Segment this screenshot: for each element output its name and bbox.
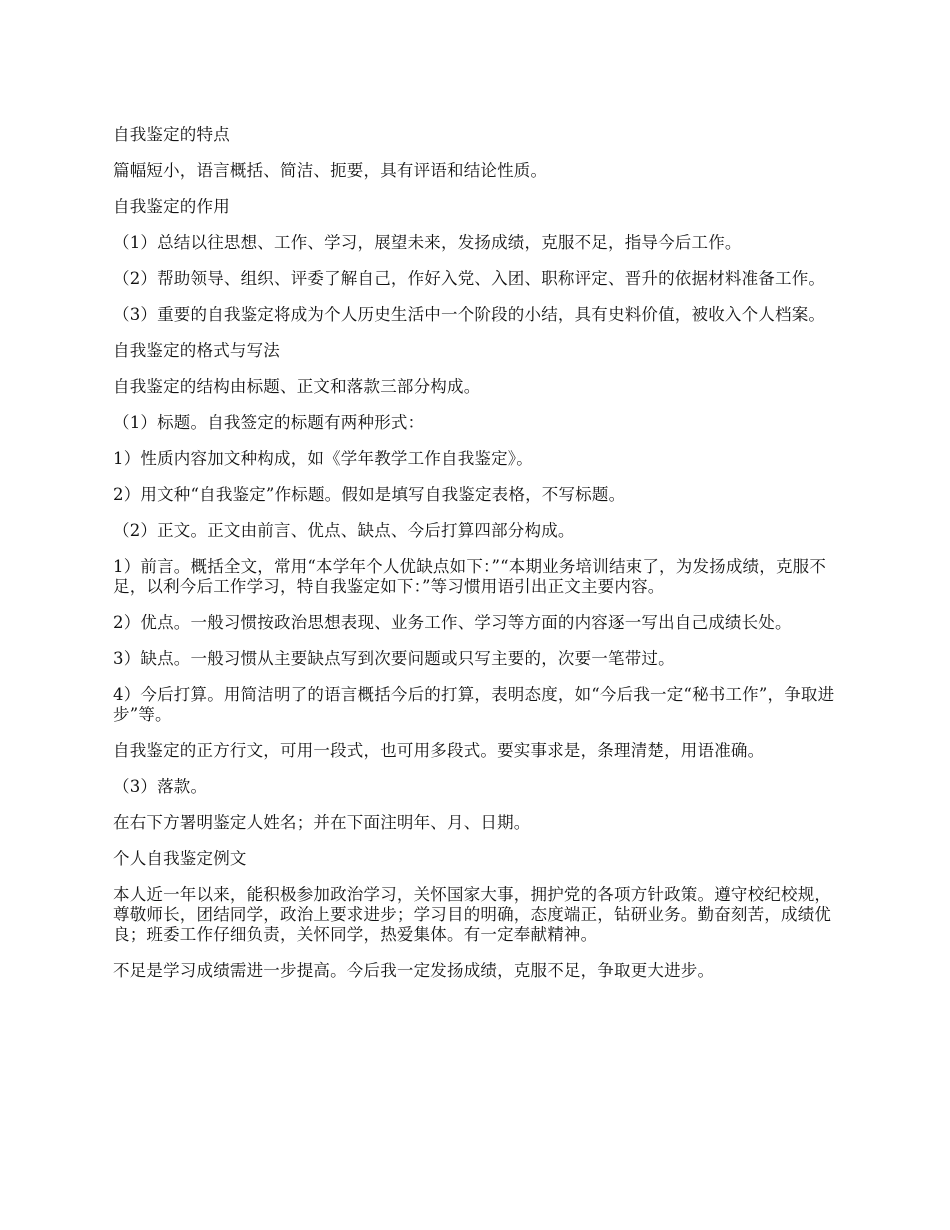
paragraph: 3）缺点。一般习惯从主要缺点写到次要问题或只写主要的，次要一笔带过。 [113, 649, 675, 668]
paragraph: （2）帮助领导、组织、评委了解自己，作好入党、入团、职称评定、晋升的依据材料准备工作。 [113, 269, 826, 288]
heading-example: 个人自我鉴定例文 [113, 849, 247, 868]
heading-functions: 自我鉴定的作用 [113, 197, 230, 216]
paragraph: （3）重要的自我鉴定将成为个人历史生活中一个阶段的小结，具有史料价值，被收入个人档案。 [113, 305, 826, 324]
paragraph: 不足是学习成绩需进一步提高。今后我一定发扬成绩，克服不足，争取更大进步。 [113, 961, 715, 980]
paragraph: 1）性质内容加文种构成，如《学年教学工作自我鉴定》。 [113, 449, 533, 468]
heading-format: 自我鉴定的格式与写法 [113, 341, 280, 360]
paragraph: 在右下方署明鉴定人姓名；并在下面注明年、月、日期。 [113, 813, 531, 832]
paragraph: （2）正文。正文由前言、优点、缺点、今后打算四部分构成。 [113, 521, 575, 540]
paragraph: 本人近一年以来，能积极参加政治学习，关怀国家大事，拥护党的各项方针政策。遵守校纪校规，尊敬师长，团结同学，政治上要求进步；学习目的明确，态度端正，钻研业务。勤奋刻苦，成绩优良；班委工作仔细负责，关怀同学，热爱集体。有一定奉献精神。 [113, 885, 832, 944]
document-body [113, 125, 843, 997]
paragraph: 自我鉴定的正方行文，可用一段式，也可用多段式。要实事求是，条理清楚，用语准确。 [113, 741, 765, 760]
paragraph: 自我鉴定的结构由标题、正文和落款三部分构成。 [113, 377, 481, 396]
paragraph: 2）用文种“自我鉴定”作标题。假如是填写自我鉴定表格，不写标题。 [113, 485, 626, 504]
paragraph: 1）前言。概括全文，常用“本学年个人优缺点如下：”“本期业务培训结束了，为发扬成绩，克服不足，以利今后工作学习，特自我鉴定如下：”等习惯用语引出正文主要内容。 [113, 557, 827, 596]
paragraph: 2）优点。一般习惯按政治思想表现、业务工作、学习等方面的内容逐一写出自己成绩长处。 [113, 613, 792, 632]
paragraph: （1）总结以往思想、工作、学习，展望未来，发扬成绩，克服不足，指导今后工作。 [113, 233, 742, 252]
paragraph: （1）标题。自我签定的标题有两种形式： [113, 413, 425, 432]
paragraph: 篇幅短小，语言概括、简洁、扼要，具有评语和结论性质。 [113, 161, 548, 180]
heading-characteristics: 自我鉴定的特点 [113, 125, 230, 144]
paragraph: 4）今后打算。用简洁明了的语言概括今后的打算，表明态度，如“今后我一定“秘书工作”，争取进步”等。 [113, 685, 835, 724]
paragraph: （3）落款。 [113, 777, 208, 796]
